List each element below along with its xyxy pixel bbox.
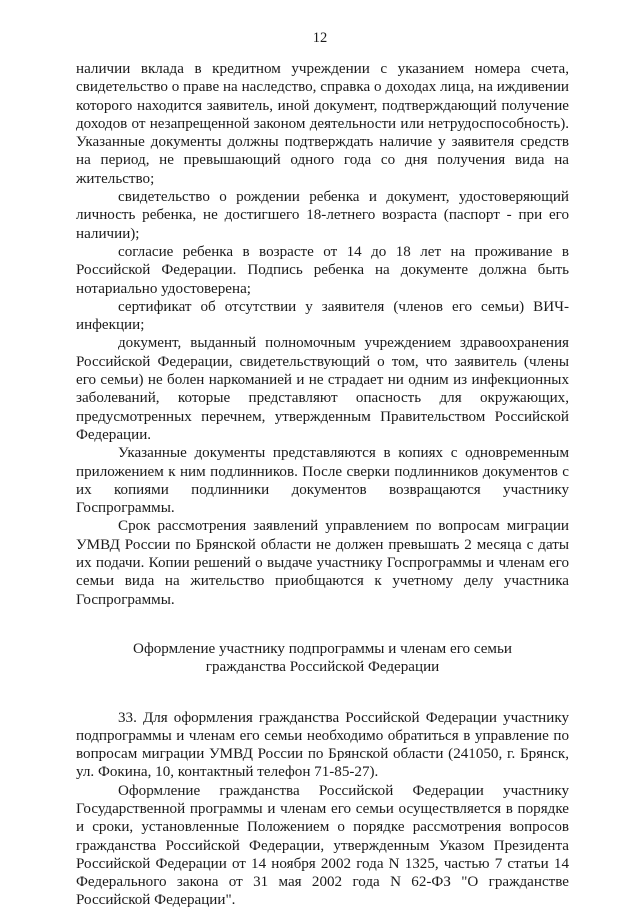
paragraph: документ, выданный полномочным учреждением здравоохранения Российской Федерации, свидетельствующий о том, что заявитель (члены его семьи) не болен наркоманией и не страдает ни одним из инфекционных заболеваний, которые представляют опасность для окружающих, предусмотренных перечнем, утвержденным Правительством Российской Федерации. (76, 335, 569, 443)
heading-line: гражданства Российской Федерации (205, 659, 440, 676)
paragraph: 33. Для оформления гражданства Российской Федерации участнику подпрограммы и членам его семьи необходимо обратиться в управление по вопросам миграции УМВД России по Брянской области (241050, г. Брянск, ул. Фокина, 10, контактный телефон 71-85-27). (76, 709, 569, 781)
document-body (76, 60, 569, 910)
paragraph: Срок рассмотрения заявлений управлением по вопросам миграции УМВД России по Брянской области не должен превышать 2 месяца с даты их подачи. Копии решений о выдаче участнику Госпрограммы и членам его семьи вида на жительство приобщаются к учетному делу участника Госпрограммы. (76, 518, 569, 608)
paragraph: свидетельство о рождении ребенка и документ, удостоверяющий личность ребенка, не достигшего 18-летнего возраста (паспорт - при его наличии); (76, 189, 569, 242)
heading-line: Оформление участнику подпрограммы и членам его семьи (133, 640, 512, 657)
paragraph: сертификат об отсутствии у заявителя (членов его семьи) ВИЧ-инфекции; (76, 298, 569, 334)
paragraph: Указанные документы представляются в копиях с одновременным приложением к ним подлинников. После сверки подлинников документов с их копиями подлинники документов возвращаются участнику Госпрограммы. (76, 445, 569, 517)
paragraph: согласие ребенка в возрасте от 14 до 18 лет на проживание в Российской Федерации. Подпись ребенка на документе должна быть нотариально удостоверена; (76, 243, 569, 297)
paragraph: наличии вклада в кредитном учреждении с указанием номера счета, свидетельство о праве на наследство, справка о доходах лица, на иждивении которого находится заявитель, иной документ, подтверждающий получение доходов от незапрещенной законом деятельности или нетрудоспособность). Указанные документы должны подтверждать наличие у заявителя средств на период, не превышающий одного года со дня получения вида на жительство; (76, 61, 569, 187)
section-heading (76, 640, 569, 677)
paragraph: Оформление гражданства Российской Федерации участнику Государственной программы и членам его семьи осуществляется в порядке и сроки, установленные Положением о порядке рассмотрения вопросов гражданства Российской Федерации, утвержденным Указом Президента Российской Федерации от 14 ноября 2002 года N 1325, частью 7 статьи 14 Федерального закона от 31 мая 2002 года N 62-ФЗ "О гражданстве Российской Федерации". (76, 782, 569, 909)
page-number: 12 (312, 30, 328, 46)
